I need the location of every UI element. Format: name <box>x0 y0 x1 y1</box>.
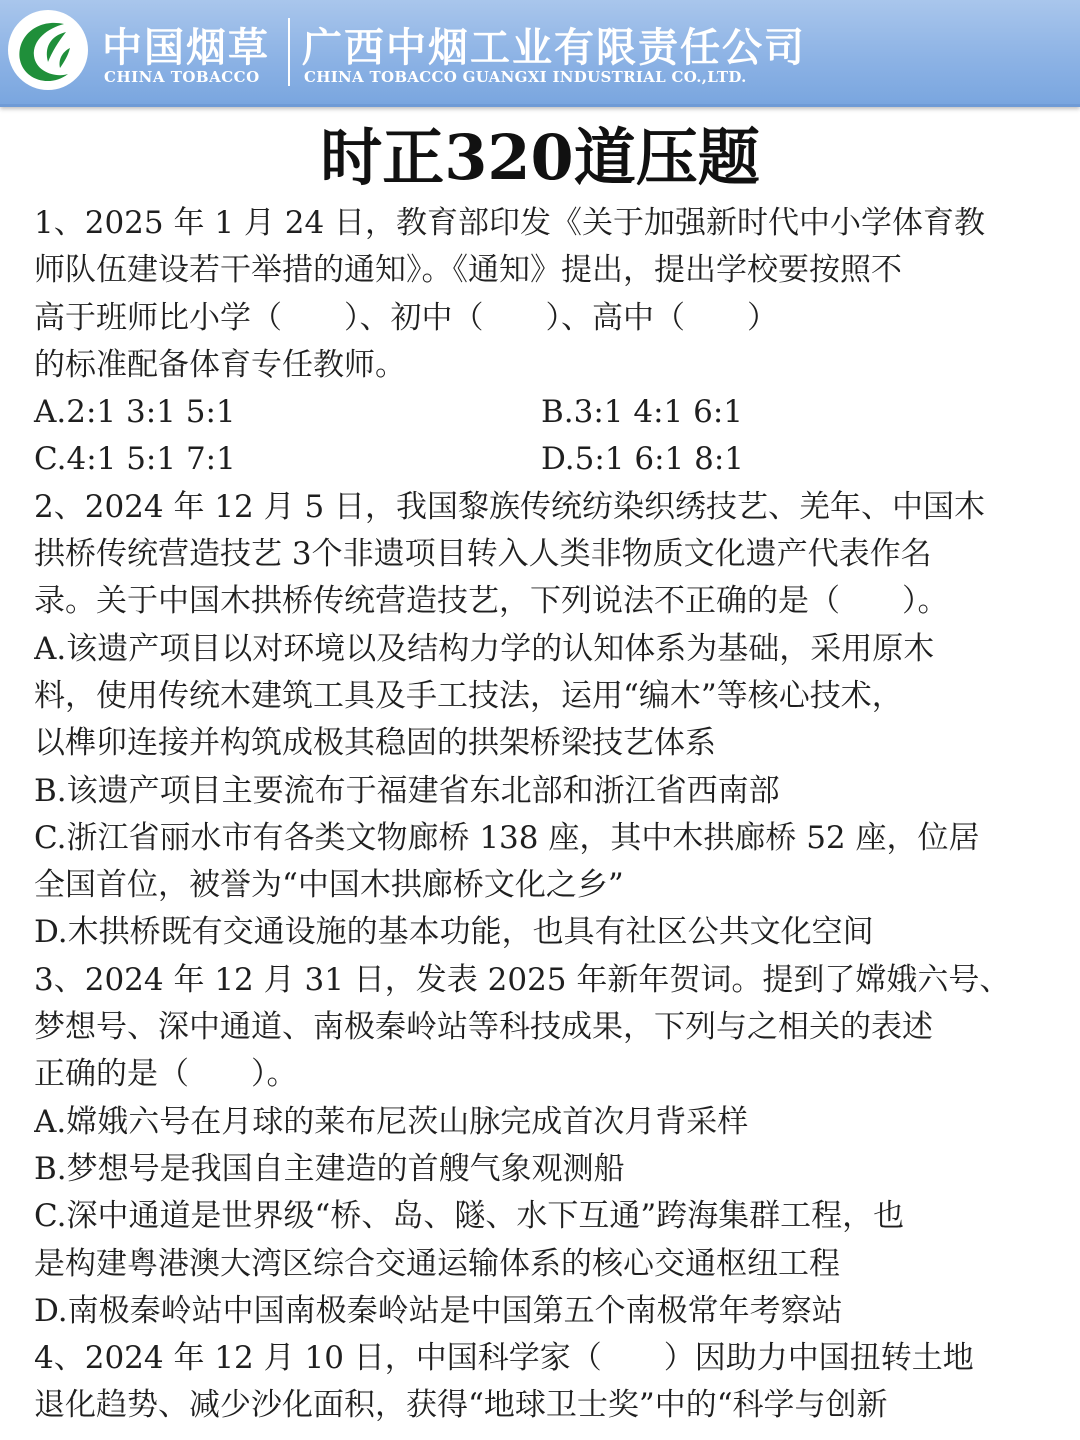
tobacco-leaf-logo-icon <box>6 8 90 92</box>
option-row <box>34 436 1048 483</box>
option-a: A.2:1 3:1 5:1 <box>34 394 236 431</box>
question-line: 是构建粤港澳大湾区综合交通运输体系的核心交通枢纽工程 <box>34 1245 840 1282</box>
question-line: 正确的是（ ）。 <box>34 1056 298 1093</box>
option-row <box>34 389 1048 436</box>
question-3 <box>34 957 1048 1335</box>
question-line: 4、2024 年 12 月 10 日，中国科学家（ ）因助力中国扭转土地 <box>34 1340 974 1377</box>
question-line: 料，使用传统木建筑工具及手工技法，运用“编木”等核心技术， <box>34 677 903 714</box>
option-b: B.3:1 4:1 6:1 <box>541 394 744 431</box>
question-line: 高于班师比小学（ ）、初中（ ）、高中（ ） <box>34 299 778 336</box>
question-line: B.梦想号是我国自主建造的首艘气象观测船 <box>34 1150 625 1187</box>
question-line: 师队伍建设若干举措的通知》。《通知》提出，提出学校要按照不 <box>34 252 902 289</box>
question-line: 全国首位，被誉为“中国木拱廊桥文化之乡” <box>34 867 624 904</box>
option-d: D.5:1 6:1 8:1 <box>541 441 744 478</box>
question-2 <box>34 484 1048 957</box>
question-line: A.嫦娥六号在月球的莱布尼茨山脉完成首次月背采样 <box>34 1103 749 1140</box>
question-1 <box>34 200 1048 484</box>
question-line: D.南极秦岭站中国南极秦岭站是中国第五个南极常年考察站 <box>34 1292 843 1329</box>
question-line: 2、2024 年 12 月 5 日，我国黎族传统纺染织绣技艺、羌年、中国木 <box>34 488 986 525</box>
option-c: C.4:1 5:1 7:1 <box>34 441 236 478</box>
brand-name-cn: 中国烟草 <box>102 25 270 71</box>
question-line: 1、2025 年 1 月 24 日，教育部印发《关于加强新时代中小学体育教 <box>34 205 986 241</box>
question-line: 梦想号、深中通道、南极秦岭站等科技成果，下列与之相关的表述 <box>34 1009 933 1046</box>
company-name-cn: 广西中烟工业有限责任公司 <box>302 25 806 71</box>
question-line: 以榫卯连接并构筑成极其稳固的拱架桥梁技艺体系 <box>34 725 716 762</box>
page-title: 时正320道压题 <box>320 121 760 194</box>
brand-name-en: CHINA TOBACCO <box>104 68 260 86</box>
question-line: D.木拱桥既有交通设施的基本功能，也具有社区公共文化空间 <box>34 914 874 951</box>
question-4 <box>34 1335 1048 1430</box>
question-list <box>34 200 1048 1430</box>
company-name-en: CHINA TOBACCO GUANGXI INDUSTRIAL CO.,LTD. <box>304 68 747 86</box>
question-line: 的标准配备体育专任教师。 <box>34 346 406 383</box>
header-banner <box>0 0 1080 107</box>
question-line: 拱桥传统营造技艺 3个非遗项目转入人类非物质文化遗产代表作名 <box>34 536 932 573</box>
question-line: A.该遗产项目以对环境以及结构力学的认知体系为基础，采用原木 <box>34 630 935 667</box>
question-line: C.浙江省丽水市有各类文物廊桥 138 座，其中木拱廊桥 52 座，位居 <box>34 819 980 856</box>
question-line: 录。关于中国木拱桥传统营造技艺，下列说法不正确的是（ ）。 <box>34 583 949 620</box>
question-line: B.该遗产项目主要流布于福建省东北部和浙江省西南部 <box>34 772 780 809</box>
header-divider <box>288 18 290 86</box>
question-line: 退化趋势、减少沙化面积，获得“地球卫士奖”中的“科学与创新 <box>34 1387 888 1424</box>
question-line: 3、2024 年 12 月 31 日，发表 2025 年新年贺词。提到了嫦娥六号、 <box>34 961 1011 998</box>
question-line: C.深中通道是世界级“桥、岛、隧、水下互通”跨海集群工程，也 <box>34 1198 905 1235</box>
